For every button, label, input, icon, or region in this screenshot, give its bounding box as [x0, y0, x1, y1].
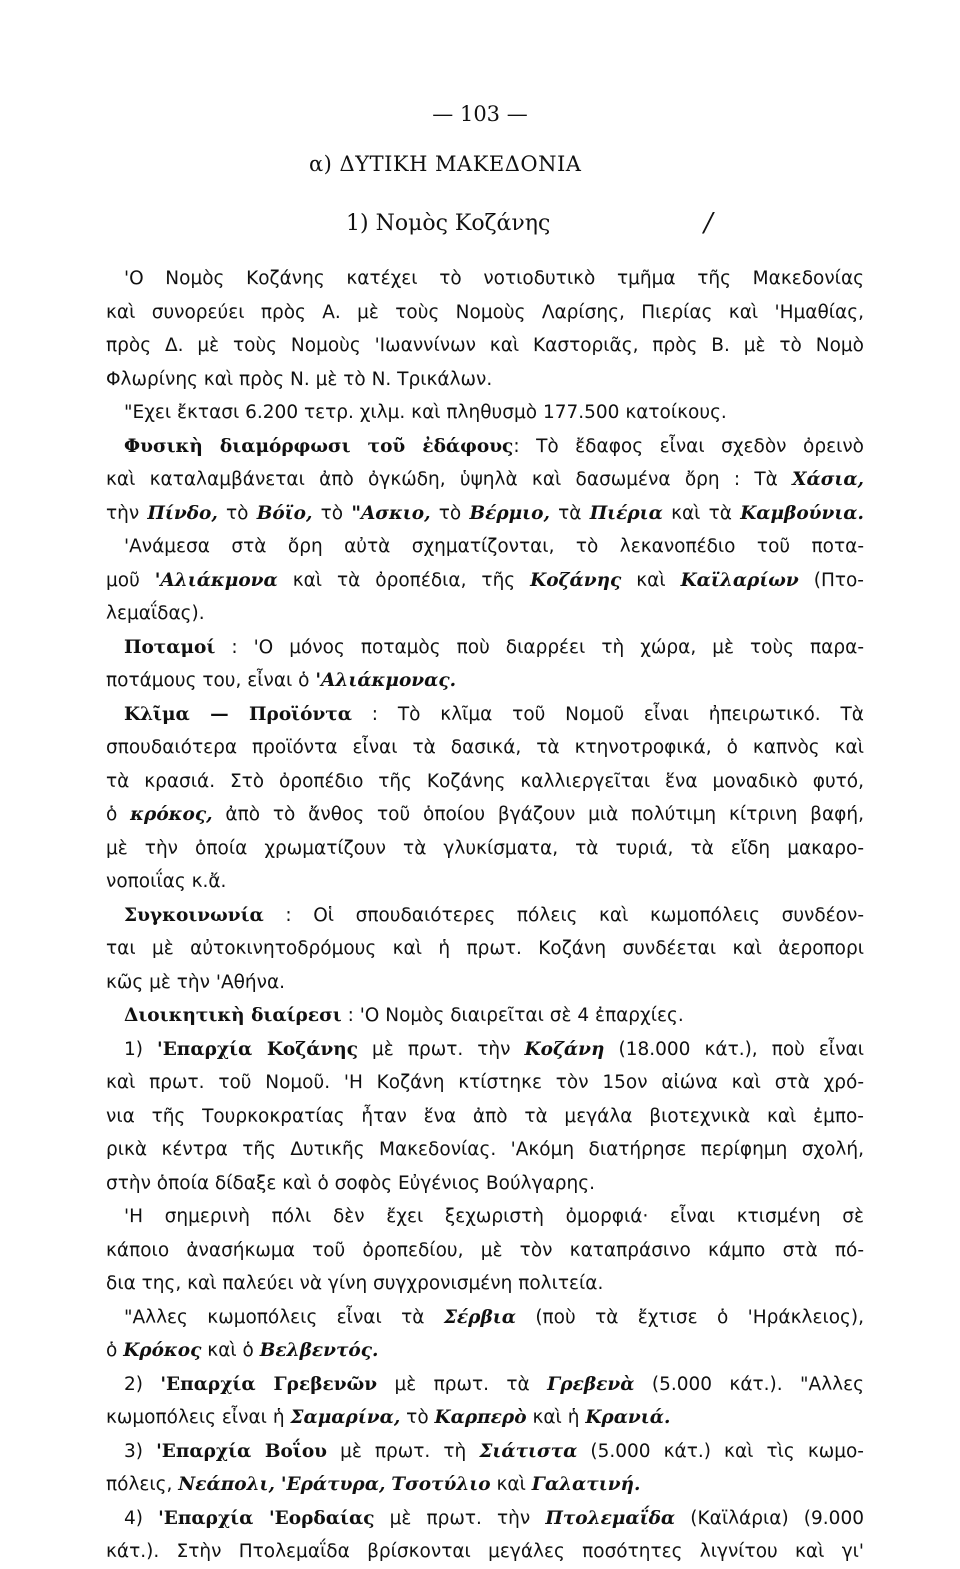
place-name: 'Εράτυρα,	[280, 1474, 386, 1495]
text-line: ὁ Κρόκος καὶ ὁ Βελβεντός.	[106, 1340, 379, 1361]
paragraph-heading: Κλῖμα — Προϊόντα	[124, 703, 352, 725]
place-name: Τσοτύλιο	[391, 1474, 491, 1495]
text-line: σπουδαιότερα προϊόντα εἶναι τὰ δασικά, τὰ κτηνοτροφικά, ὁ καπνὸς καὶ	[106, 737, 864, 758]
text-line: 'Η σημερινὴ πόλι δὲν ἔχει ξεχωριστὴ ὀμορφιά· εἶναι κτισμένη σὲ	[124, 1206, 864, 1227]
place-name: Βέρμιο,	[469, 502, 550, 524]
place-name: Γρεβενὰ	[547, 1373, 635, 1395]
place-name: Κοζάνη	[524, 1038, 605, 1060]
text-line: 2) 'Επαρχία Γρεβενῶν μὲ πρωτ. τὰ Γρεβενὰ (5.000 κάτ.). "Αλλες	[124, 1373, 864, 1395]
text-line: Φυσικὴ διαμόρφωσι τοῦ ἐδάφους: Τὸ ἔδαφος εἶναι σχεδὸν ὀρεινὸ	[124, 435, 864, 457]
text-line: τὰ κρασιά. Στὸ ὀροπέδιο τῆς Κοζάνης καλλιεργεῖται ἕνα μοναδικὸ φυτό,	[106, 770, 864, 792]
place-name: "Ασκιο,	[351, 502, 431, 524]
place-name: 'Αλιάκμονας.	[315, 670, 457, 691]
place-name: Κοζάνης	[530, 569, 622, 591]
text-line: κῶς μὲ τὴν 'Αθήνα.	[106, 971, 286, 993]
text-line: ὁ κρόκος, ἀπὸ τὸ ἄνθος τοῦ ὁποίου βγάζουν μιὰ πολύτιμη κίτρινη βαφή,	[106, 804, 864, 825]
text-line: 'Ο Νομὸς Κοζάνης κατέχει τὸ νοτιοδυτικὸ τμῆμα τῆς Μακεδονίας	[124, 268, 864, 289]
text-line: ται μὲ αὐτοκινητοδρόμους καὶ ἡ πρωτ. Κοζάνη συνδέεται καὶ ἀεροπορι	[106, 938, 864, 959]
paragraph-heading: Ποταμοί	[124, 636, 216, 658]
text-line: ποτάμους του, εἶναι ὁ 'Αλιάκμονας.	[106, 670, 457, 691]
text-line: 3) 'Επαρχία Βοΐου μὲ πρωτ. τὴ Σιάτιστα (5.000 κάτ.) καὶ τὶς κωμο-	[124, 1440, 864, 1462]
place-name: Κρόκος	[123, 1340, 202, 1361]
subsection-title: 1) Νομὸς Κοζάνης	[346, 211, 551, 236]
province-heading: 'Επαρχία 'Εορδαίας	[158, 1507, 375, 1529]
margin-mark: /	[704, 208, 713, 238]
province-heading: 'Επαρχία Βοΐου	[156, 1440, 327, 1462]
province-heading: 'Επαρχία Κοζάνης	[157, 1038, 358, 1060]
paragraph-heading: Φυσικὴ διαμόρφωσι τοῦ ἐδάφους	[124, 435, 514, 457]
place-name: Γαλατινή.	[531, 1474, 641, 1495]
place-name: Κρανιά.	[585, 1407, 671, 1428]
paragraph-heading: Διοικητικὴ διαίρεσι	[124, 1005, 342, 1026]
place-name: Καϊλαρίων	[680, 569, 799, 591]
place-name: Πτολεμαΐδα	[545, 1507, 676, 1529]
place-name: Σέρβια	[443, 1306, 516, 1328]
place-name: Πίνδο,	[147, 502, 218, 524]
text-line: κάτ.). Στὴν Πτολεμαΐδα βρίσκονται μεγάλες ποσότητες λιγνίτου καὶ γι'	[106, 1541, 864, 1562]
text-line: "Εχει ἔκτασι 6.200 τετρ. χιλμ. καὶ πληθυσμὸ 177.500 κατοίκους.	[124, 402, 727, 423]
text-line: Φλωρίνης καὶ πρὸς Ν. μὲ τὸ Ν. Τρικάλων.	[106, 368, 493, 390]
place-name: Χάσια,	[792, 469, 864, 490]
text-line: Συγκοινωνία : Οἱ σπουδαιότερες πόλεις καὶ κωμοπόλεις συνδέον-	[124, 904, 864, 926]
text-line: μοῦ 'Αλιάκμονα καὶ τὰ ὀροπέδια, τῆς Κοζάνης καὶ Καϊλαρίων (Πτο-	[106, 569, 864, 591]
product-name: κρόκος,	[130, 804, 213, 825]
place-name: Καμβούνια.	[740, 502, 864, 524]
place-name: 'Αλιάκμονα	[154, 569, 278, 591]
text-line: κωμοπόλεις εἶναι ἡ Σαμαρίνα, τὸ Καρπερὸ καὶ ἡ Κρανιά.	[106, 1407, 671, 1428]
page-number: — 103 —	[432, 102, 528, 126]
text-line: πρὸς Δ. μὲ τοὺς Νομοὺς 'Ιωαννίνων καὶ Καστοριᾶς, πρὸς Β. μὲ τὸ Νομὸ	[106, 335, 864, 356]
text-line: "Αλλες κωμοπόλεις εἶναι τὰ Σέρβια (ποὺ τὰ ἔχτισε ὁ 'Ηράκλειος),	[124, 1306, 864, 1328]
place-name: Νεάπολι,	[178, 1474, 275, 1495]
text-line: καὶ πρωτ. τοῦ Νομοῦ. 'Η Κοζάνη κτίστηκε τὸν 15ον αἰώνα καὶ στὰ χρό-	[106, 1072, 864, 1093]
place-name: Καρπερὸ	[434, 1407, 527, 1428]
place-name: Βόϊο,	[256, 502, 313, 524]
place-name: Πιέρια	[589, 502, 663, 524]
text-line: λεμαΐδας).	[106, 603, 205, 624]
province-heading: 'Επαρχία Γρεβενῶν	[160, 1373, 378, 1395]
text-line: κάποιο ἀνασήκωμα τοῦ ὀροπεδίου, μὲ τὸν καταπράσινο κάμπο στὰ πό-	[106, 1239, 864, 1261]
place-name: Σιάτιστα	[479, 1440, 578, 1462]
text-line: δια της, καὶ παλεύει νὰ γίνη συγχρονισμένη πολιτεία.	[106, 1273, 604, 1294]
place-name: Βελβεντός.	[259, 1340, 379, 1361]
text-line: 4) 'Επαρχία 'Εορδαίας μὲ πρωτ. τὴν Πτολεμαΐδα (Καϊλάρια) (9.000	[124, 1507, 864, 1529]
text-line: καὶ καταλαμβάνεται ἀπὸ ὀγκώδη, ὑψηλὰ καὶ δασωμένα ὄρη : Τὰ Χάσια,	[106, 469, 864, 490]
text-line: 'Ανάμεσα στὰ ὄρη αὐτὰ σχηματίζονται, τὸ λεκανοπέδιο τοῦ ποτα-	[124, 536, 864, 557]
text-line: Διοικητικὴ διαίρεσι : 'Ο Νομὸς διαιρεῖται σὲ 4 ἐπαρχίες.	[124, 1005, 684, 1026]
text-line: Ποταμοί : 'Ο μόνος ποταμὸς ποὺ διαρρέει τὴ χώρα, μὲ τοὺς παρα-	[124, 636, 864, 658]
text-line: τὴν Πίνδο, τὸ Βόϊο, τὸ "Ασκιο, τὸ Βέρμιο, τὰ Πιέρια καὶ τὰ Καμβούνια.	[106, 502, 864, 524]
text-line: καὶ συνορεύει πρὸς Α. μὲ τοὺς Νομοὺς Λαρίσης, Πιερίας καὶ 'Ημαθίας,	[106, 301, 864, 323]
body-text	[106, 262, 864, 1569]
text-line: πόλεις, Νεάπολι, 'Εράτυρα, Τσοτύλιο καὶ Γαλατινή.	[106, 1474, 641, 1495]
text-line: ρικὰ κέντρα τῆς Δυτικῆς Μακεδονίας. 'Ακόμη διατήρησε περίφημη σχολή,	[106, 1139, 864, 1160]
text-line: μὲ τὴν ὁποία χρωματίζουν τὰ γλυκίσματα, τὰ τυριά, τὰ εἴδη μακαρο-	[106, 837, 864, 859]
text-line: νοποιΐας κ.ἄ.	[106, 871, 227, 892]
section-title: α) ΔΥΤΙΚΗ ΜΑΚΕΔΟΝΙΑ	[309, 152, 582, 176]
text-line: 1) 'Επαρχία Κοζάνης μὲ πρωτ. τὴν Κοζάνη (18.000 κάτ.), ποὺ εἶναι	[124, 1038, 864, 1060]
paragraph-heading: Συγκοινωνία	[124, 904, 264, 926]
text-line: Κλῖμα — Προϊόντα : Τὸ κλῖμα τοῦ Νομοῦ εἶναι ἠπειρωτικό. Τὰ	[124, 703, 864, 725]
text-line: νια τῆς Τουρκοκρατίας ἦταν ἕνα ἀπὸ τὰ μεγάλα βιοτεχνικὰ καὶ ἐμπο-	[106, 1105, 864, 1127]
text-line: στὴν ὁποία δίδαξε καὶ ὁ σοφὸς Εὐγένιος Βούλγαρης.	[106, 1172, 595, 1194]
place-name: Σαμαρίνα,	[290, 1407, 401, 1428]
